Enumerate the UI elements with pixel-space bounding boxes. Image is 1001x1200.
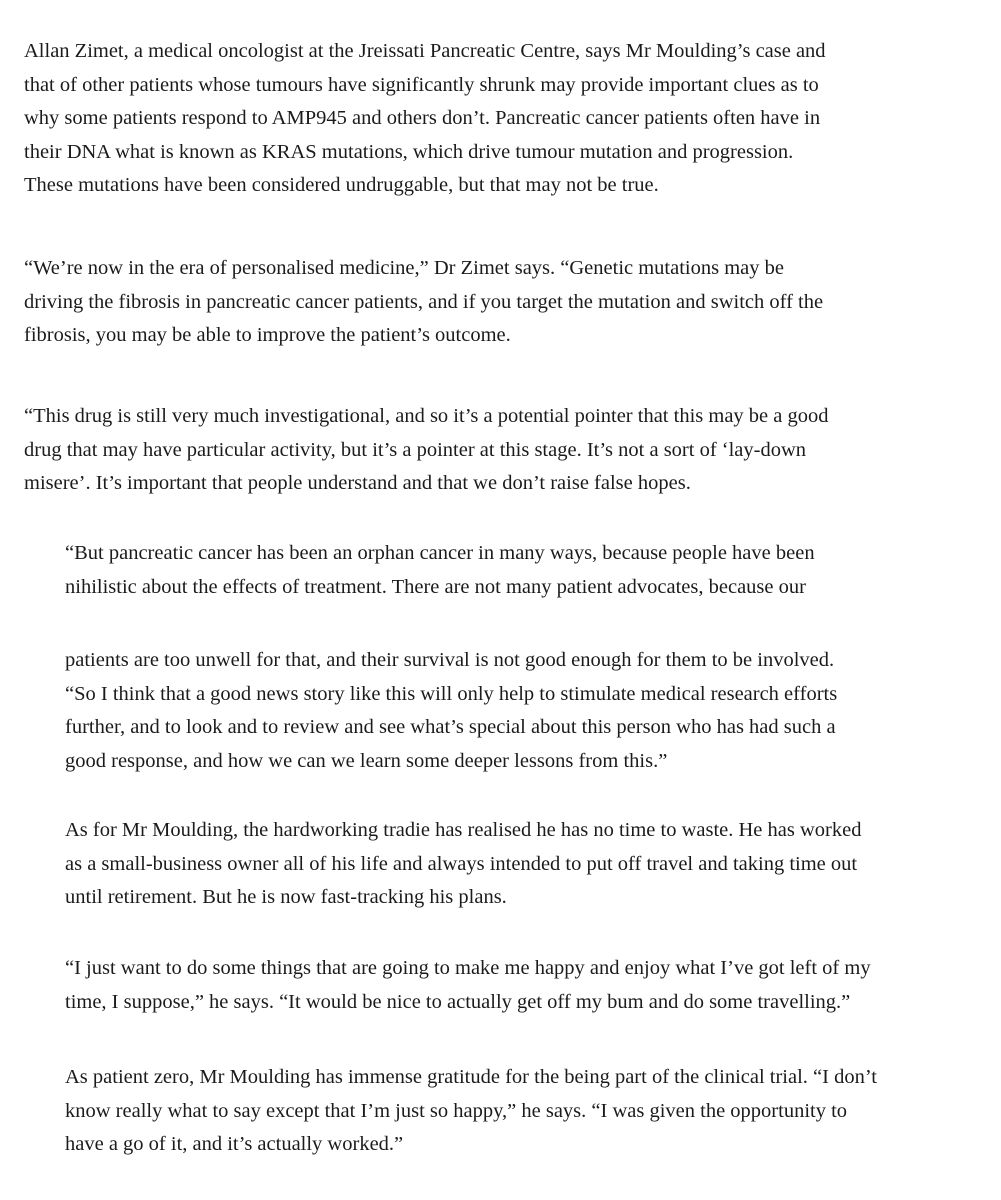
paragraph-patient-zero: As patient zero, Mr Moulding has immense gratitude for the being part of the clinical trial. “I don’t know really what to say except that I’m just so happy,” he says. “I was given the opportunity to have a go of it, and it’s actually worked.” xyxy=(65,1066,877,1155)
paragraph-zimet-intro: Allan Zimet, a medical oncologist at the Jreissati Pancreatic Centre, says Mr Moulding’s case and that of other patients whose tumours have significantly shrunk may provide important clues as to why some patients respond to AMP945 and others don’t. Pancreatic cancer patients often have in their DNA what is known as KRAS mutations, which drive tumour mutation and progression. These mutations have been considered undruggable, but that may not be true. xyxy=(24,40,826,196)
paragraph-investigational-drug: “This drug is still very much investigational, and so it’s a potential pointer that this may be a good drug that may have particular activity, but it’s a pointer at this stage. It’s not a sort of ‘lay-down misere’. It’s important that people understand and that we don’t raise false hopes. xyxy=(24,405,829,494)
paragraph-good-news-story: patients are too unwell for that, and their survival is not good enough for them to be involved. “So I think that a good news story like this will only help to stimulate medical research efforts further, and to look and to review and see what’s special about this person who has had such a good response, and how we can we learn some deeper lessons from this.” xyxy=(65,649,838,772)
paragraph-moulding-quote: “I just want to do some things that are going to make me happy and enjoy what I’ve got left of my time, I suppose,” he says. “It would be nice to actually get off my bum and do some travelling.” xyxy=(65,957,871,1013)
paragraph-moulding-plans: As for Mr Moulding, the hardworking tradie has realised he has no time to waste. He has worked as a small-business owner all of his life and always intended to put off travel and taking time out until retirement. But he is now fast-tracking his plans. xyxy=(65,819,862,908)
paragraph-orphan-cancer: “But pancreatic cancer has been an orphan cancer in many ways, because people have been nihilistic about the effects of treatment. There are not many patient advocates, because our xyxy=(65,542,815,598)
paragraph-personalised-medicine: “We’re now in the era of personalised medicine,” Dr Zimet says. “Genetic mutations may be driving the fibrosis in pancreatic cancer patients, and if you target the mutation and switch off the fibrosis, you may be able to improve the patient’s outcome. xyxy=(24,257,824,346)
